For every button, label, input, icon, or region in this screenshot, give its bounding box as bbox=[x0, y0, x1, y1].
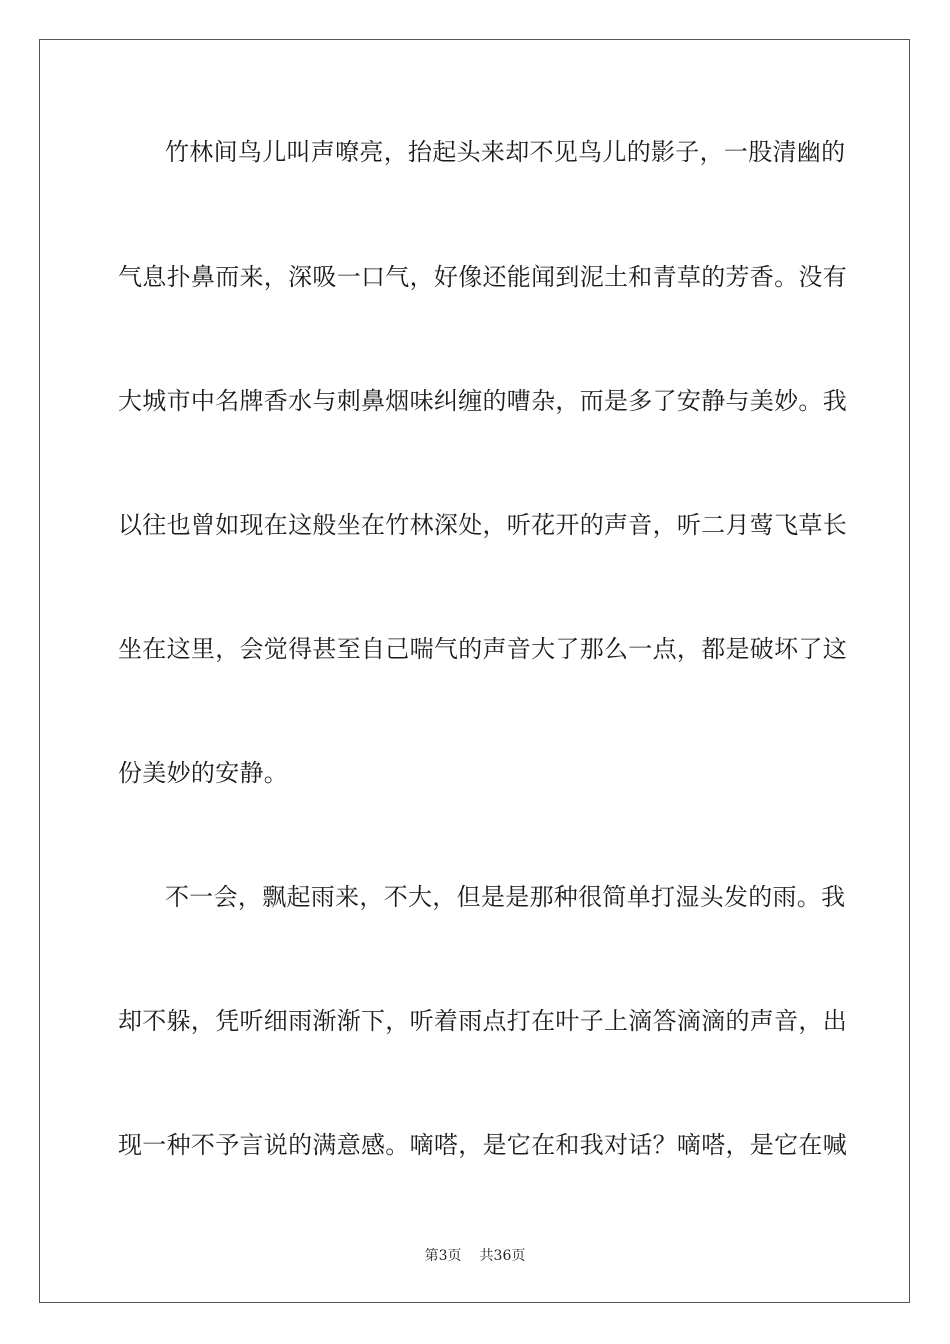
paragraph-1-line-4: 以往也曾如现在这般坐在竹林深处，听花开的声音，听二月莺飞草长 bbox=[118, 511, 847, 539]
paragraph-1-line-3: 大城市中名牌香水与刺鼻烟味纠缠的嘈杂，而是多了安静与美妙。我 bbox=[118, 387, 847, 415]
page-border bbox=[39, 39, 910, 1303]
paragraph-1-line-5: 坐在这里，会觉得甚至自己喘气的声音大了那么一点，都是破坏了这 bbox=[118, 635, 847, 663]
page-total: 共36页 bbox=[479, 1248, 526, 1264]
paragraph-1-line-6: 份美妙的安静。 bbox=[118, 759, 289, 787]
paragraph-2-line-2: 却不躲，凭听细雨渐渐下，听着雨点打在叶子上滴答滴滴的声音，出 bbox=[118, 1007, 847, 1035]
paragraph-1-line-1: 竹林间鸟儿叫声嘹亮，抬起头来却不见鸟儿的影子，一股清幽的 bbox=[165, 138, 846, 166]
paragraph-1-line-2: 气息扑鼻而来，深吸一口气，好像还能闻到泥土和青草的芳香。没有 bbox=[118, 263, 847, 291]
paragraph-2-line-3: 现一种不予言说的满意感。嘀嗒，是它在和我对话？嘀嗒，是它在喊 bbox=[118, 1131, 847, 1159]
paragraph-2-line-1: 不一会，飘起雨来，不大，但是是那种很简单打湿头发的雨。我 bbox=[165, 883, 846, 911]
page-footer bbox=[0, 1247, 950, 1265]
page-number: 第3页 bbox=[424, 1248, 462, 1264]
